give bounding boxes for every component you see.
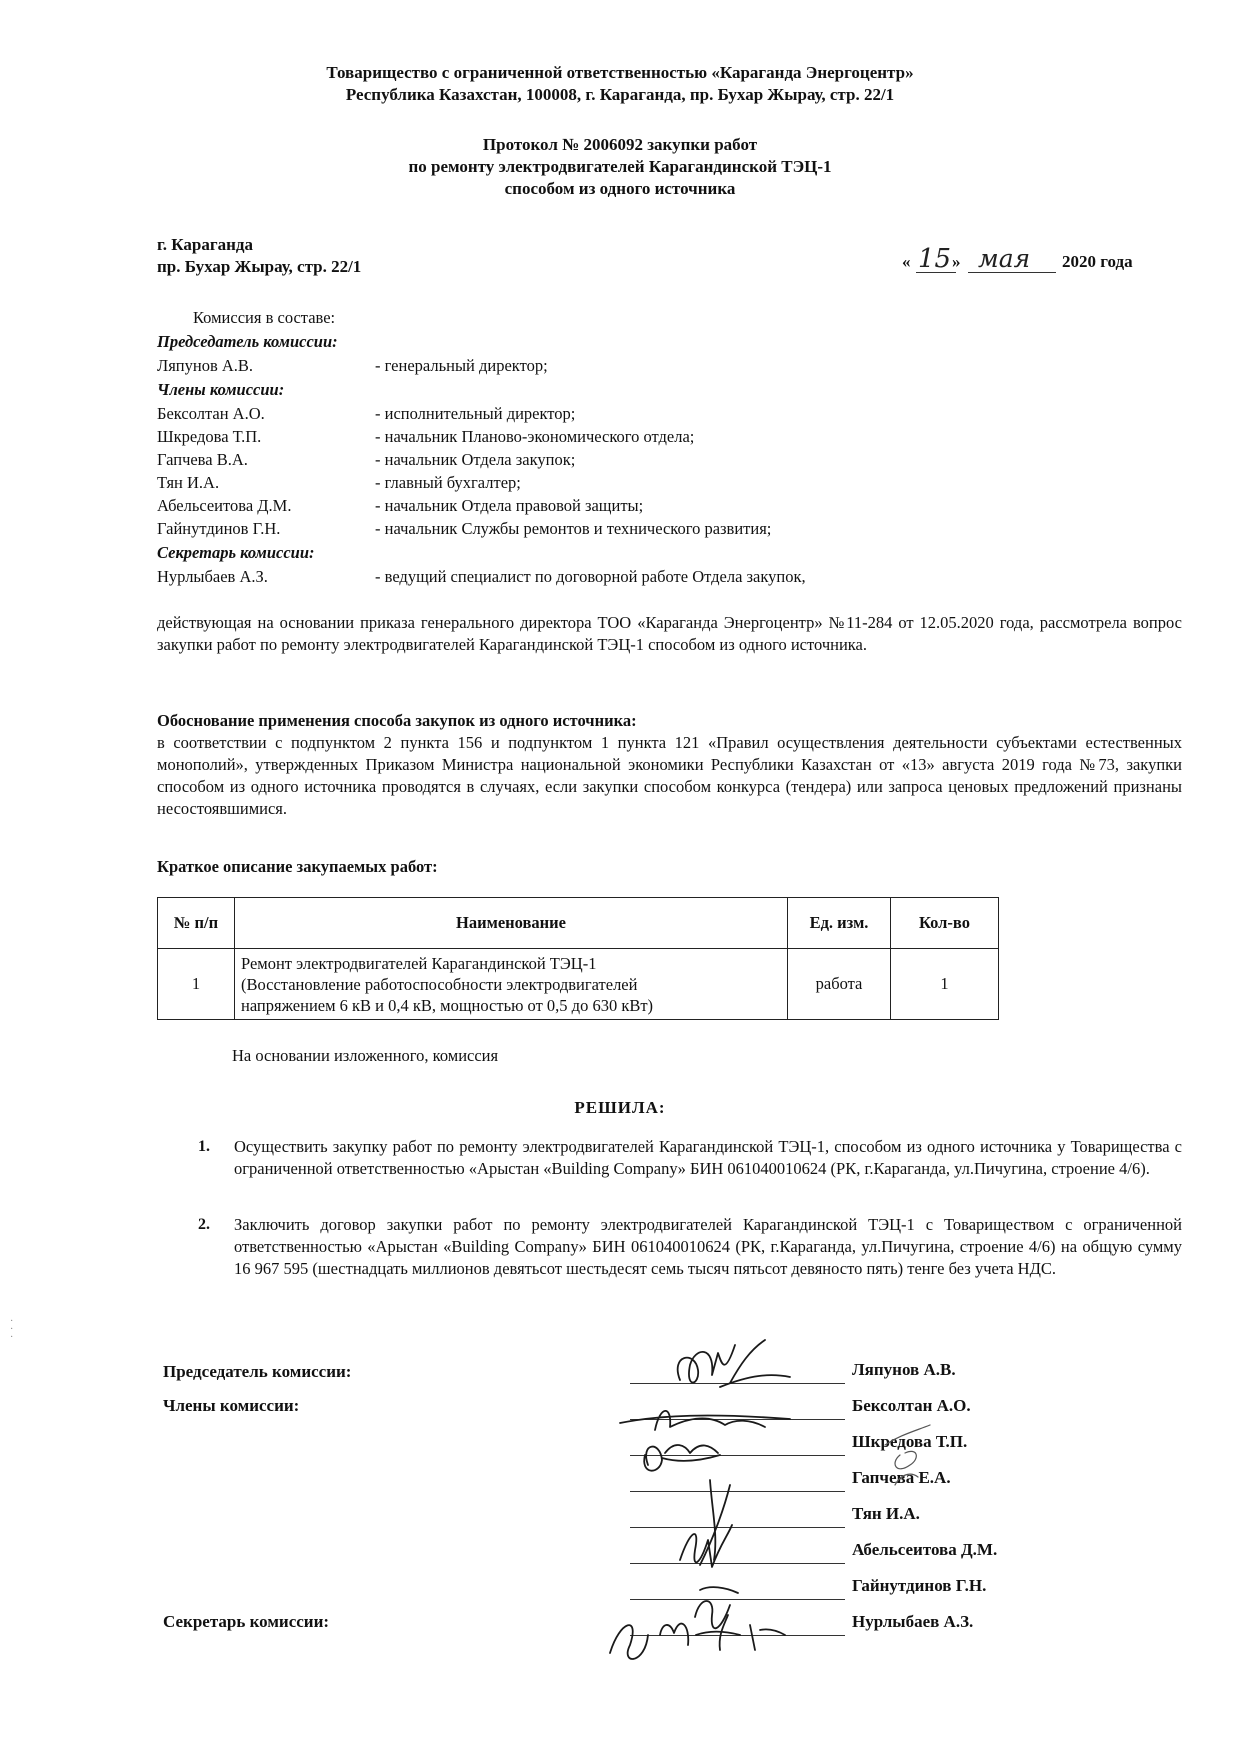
column-header-unit: Ед. изм.: [788, 898, 891, 949]
row-name-line: (Восстановление работоспособности электродвигателей: [241, 974, 638, 994]
title-line-3: способом из одного источника: [504, 179, 736, 198]
decision-text: Осуществить закупку работ по ремонту электродвигателей Карагандинской ТЭЦ-1, способом из одного источника у Товарищества с ограниченной ответственностью «Арыстан «Building Company» БИН 061040010624 (РК, г.Караганда, ул.Пичугина, строение 4/6).: [234, 1137, 1182, 1178]
date-day: 15: [918, 244, 952, 274]
title-line-1: Протокол № 2006092 закупки работ: [482, 135, 758, 154]
sig-chair-label: Председатель комиссии:: [163, 1362, 352, 1381]
title-line-2: по ремонту электродвигателей Карагандинской ТЭЦ-1: [408, 157, 832, 176]
table-row: [158, 949, 999, 1020]
signature-member: [644, 1445, 720, 1471]
based-on-text: На основании изложенного, комиссия: [232, 1046, 499, 1065]
signature-member: [700, 1480, 730, 1565]
member-name: Шкредова Т.П.: [157, 427, 262, 446]
document-title: [0, 134, 1240, 200]
members-heading: Члены комиссии:: [157, 380, 285, 399]
signature-chair: [678, 1340, 790, 1387]
place-city: г. Караганда: [157, 235, 253, 254]
row-name-line: Ремонт электродвигателей Карагандинской ТЭЦ-1: [241, 953, 597, 973]
member-role: - исполнительный директор;: [375, 404, 576, 423]
date-close-quote: »: [952, 252, 961, 271]
signatory-name: Гайнутдинов Г.Н.: [852, 1576, 987, 1595]
signatory-name: Шкредова Т.П.: [852, 1432, 968, 1451]
member-name: Гапчева В.А.: [157, 450, 248, 469]
row-num: 1: [158, 949, 235, 1020]
chair-name: Ляпунов А.В.: [157, 356, 254, 375]
member-name: Тян И.А.: [157, 473, 220, 492]
secretary-role: - ведущий специалист по договорной работе Отдела закупок,: [375, 567, 806, 586]
signatory-name: Бексолтан А.О.: [852, 1396, 971, 1415]
date-open-quote: «: [902, 252, 911, 271]
member-role: - начальник Службы ремонтов и технического развития;: [375, 519, 772, 538]
member-role: - начальник Отдела правовой защиты;: [375, 496, 644, 515]
org-name: Товарищество с ограниченной ответственностью «Караганда Энергоцентр»: [326, 63, 914, 82]
chair-heading: Председатель комиссии:: [157, 332, 338, 351]
signature-member: [680, 1525, 732, 1567]
justification-text: в соответствии с подпунктом 2 пункта 156 и подпунктом 1 пункта 121 «Правил осуществления деятельности субъектами естественных монополий», утвержденных Приказом Министра национальной экономики Республики Казахстан от «13» августа 2019 года №73, закупки способом из одного источника проводятся в случаях, если закупки способом конкурса (тендера) или запроса ценовых предложений признаны несостоявшимися.: [157, 733, 1182, 818]
signatory-name: Тян И.А.: [852, 1504, 920, 1523]
date-month-underline: [968, 272, 1056, 273]
commission-intro: Комиссия в составе:: [193, 308, 336, 327]
member-name: Бексолтан А.О.: [157, 404, 265, 423]
handwritten-signatures: [600, 1335, 940, 1680]
date-year: 2020 года: [1062, 252, 1133, 271]
basis-paragraph: действующая на основании приказа генерального директора ТОО «Караганда Энергоцентр» №11-284 от 12.05.2020 года, рассмотрела вопрос закупки работ по ремонту электродвигателей Карагандинской ТЭЦ-1 способом из одного источника.: [157, 613, 1182, 654]
decision-number: 2.: [198, 1216, 210, 1233]
signature-secretary: [610, 1624, 785, 1659]
member-name: Гайнутдинов Г.Н.: [157, 519, 281, 538]
chair-role: - генеральный директор;: [375, 356, 548, 375]
member-role: - начальник Отдела закупок;: [375, 450, 576, 469]
signatory-name: Абельсеитова Д.М.: [852, 1540, 998, 1559]
signatory-name: Ляпунов А.В.: [852, 1360, 956, 1379]
sig-secretary-label: Секретарь комиссии:: [163, 1612, 330, 1631]
decision-text: Заключить договор закупки работ по ремонту электродвигателей Карагандинской ТЭЦ-1 с Товариществом с ограниченной ответственностью «Арыстан «Building Company» БИН 061040010624 (РК, г.Караганда, ул.Пичугина, строение 4/6) на общую сумму 16 967 595 (шестнадцать миллионов девятьсот шестьдесят семь тысяч пятьсот девяносто пять) тенге без учета НДС.: [234, 1215, 1182, 1278]
decided-heading: РЕШИЛА:: [574, 1098, 666, 1117]
row-name-line: напряжением 6 кВ и 0,4 кВ, мощностью от 0,5 до 630 кВт): [241, 995, 654, 1015]
place-block: [157, 234, 361, 278]
member-role: - главный бухгалтер;: [375, 473, 521, 492]
organization-header: [0, 62, 1240, 106]
column-header-num: № п/п: [158, 898, 235, 949]
row-qty: 1: [891, 949, 999, 1020]
date-month: мая: [978, 244, 1031, 273]
works-heading: Краткое описание закупаемых работ:: [157, 857, 438, 876]
column-header-name: Наименование: [235, 898, 788, 949]
sig-members-label: Члены комиссии:: [163, 1396, 300, 1415]
secretary-name: Нурлыбаев А.З.: [157, 567, 268, 586]
row-name: [235, 949, 788, 1020]
signatory-name: Нурлыбаев А.З.: [852, 1612, 974, 1631]
secretary-heading: Секретарь комиссии:: [157, 543, 315, 562]
date-day-underline: [916, 272, 956, 273]
signatory-name: Гапчева Е.А.: [852, 1468, 951, 1487]
member-name: Абельсеитова Д.М.: [157, 496, 292, 515]
signature-initials-mark: [885, 1425, 930, 1485]
place-street: пр. Бухар Жырау, стр. 22/1: [157, 257, 362, 276]
margin-dot-marks: · · ·: [10, 1316, 14, 1343]
justification-heading: Обоснование применения способа закупок из одного источника:: [157, 711, 637, 730]
row-unit: работа: [788, 949, 891, 1020]
document-date: [902, 246, 1152, 278]
signature-member: [695, 1587, 738, 1650]
member-role: - начальник Планово-экономического отдела;: [375, 427, 695, 446]
signature-member: [620, 1411, 790, 1430]
decision-number: 1.: [198, 1138, 210, 1155]
org-address: Республика Казахстан, 100008, г. Караганда, пр. Бухар Жырау, стр. 22/1: [345, 85, 895, 104]
works-table: [157, 897, 999, 1020]
table-header-row: [158, 898, 999, 949]
column-header-qty: Кол-во: [891, 898, 999, 949]
